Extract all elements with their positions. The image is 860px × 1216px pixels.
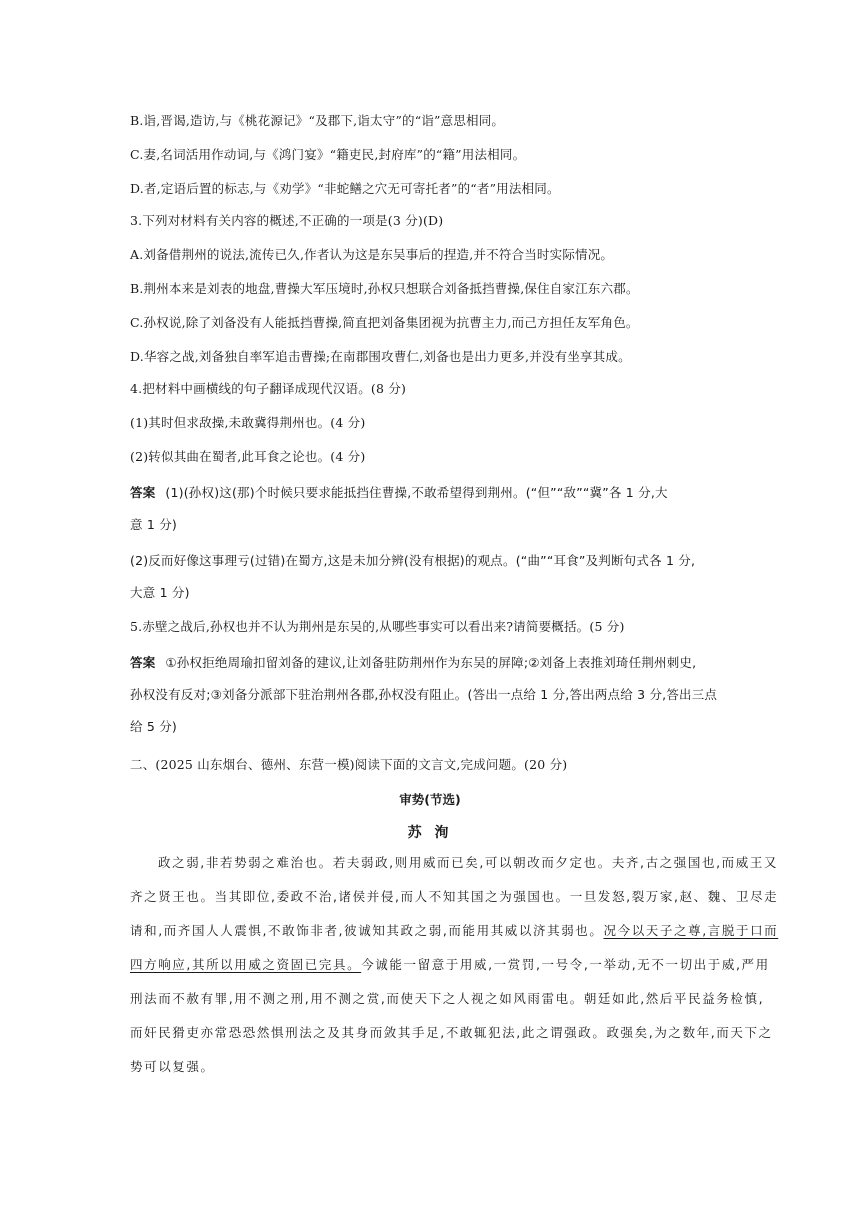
q4-answer-1-text: (1)(孙权)这(那)个时候只要求能抵挡住曹操,不敢希望得到荆州。(“但”“敌”“冀”各 1 分,大: [165, 485, 668, 500]
passage-line-3-text: 请和,而齐国人人震惧,不敢饰非者,彼诚知其政之弱,而能用其威以济其弱也。: [130, 923, 604, 938]
q3-option-a: A.刘备借荆州的说法,流传已久,作者认为这是东吴事后的捏造,并不符合当时实际情况。: [130, 247, 614, 262]
q2-option-b: B.诣,晋谒,造访,与《桃花源记》“及郡下,诣太守”的“诣”意思相同。: [130, 113, 505, 128]
passage-line-4: [130, 956, 770, 974]
passage-line-3: [130, 922, 779, 940]
passage-line-1: 政之弱,非若势弱之难治也。若夫弱政,则用威而已矣,可以朝改而夕定也。夫齐,古之强国也,而威王又: [158, 855, 779, 870]
q5-answer-line-2: 孙权没有反对;③刘备分派部下驻治荆州各郡,孙权没有阻止。(答出一点给 1 分,答出两点给 3 分,答出三点: [130, 687, 718, 702]
underlined-sentence-part-2: 四方响应,其所以用威之资固已完具。: [130, 957, 362, 972]
q4-answer-1-line-2: 意 1 分): [130, 517, 177, 532]
q4-stem: 4.把材料中画横线的句子翻译成现代汉语。(8 分): [130, 381, 407, 396]
answer-label: 答案: [130, 485, 156, 500]
passage-line-2: 齐之贤王也。当其即位,委政不治,诸侯并侵,而人不知其国之为强国也。一旦发怒,裂万家,赵、魏、卫尽走: [130, 889, 779, 904]
q4-sentence-1: (1)其时但求敌操,未敢冀得荆州也。(4 分): [130, 415, 366, 430]
q2-option-c: C.妻,名词活用作动词,与《鸿门宴》“籍吏民,封府库”的“籍”用法相同。: [130, 147, 526, 162]
q3-option-c: C.孙权说,除了刘备没有人能抵挡曹操,简直把刘备集团视为抗曹主力,而己方担任友军角色。: [130, 315, 639, 330]
q4-sentence-2: (2)转似其曲在蜀者,此耳食之论也。(4 分): [130, 449, 366, 464]
passage-line-6: 而奸民猾吏亦常恐恐然惧刑法之及其身而敛其手足,不敢辄犯法,此之谓强政。政强矣,为之数年,而天下之: [130, 1025, 773, 1040]
q3-option-b: B.荆州本来是刘表的地盘,曹操大军压境时,孙权只想联合刘备抵挡曹操,保住自家江东六郡。: [130, 281, 639, 296]
part2-heading: 二、(2025 山东烟台、德州、东营一模)阅读下面的文言文,完成问题。(20 分): [130, 757, 568, 772]
q5-stem: 5.赤壁之战后,孙权也并不认为荆州是东吴的,从哪些事实可以看出来?请简要概括。(5 分): [130, 619, 625, 634]
q4-answer-1-line-1: [130, 484, 730, 502]
q4-answer-2-line-1: (2)反而好像这事理亏(过错)在蜀方,这是未加分辨(没有根据)的观点。(“曲”“耳食”及判断句式各 1 分,: [130, 553, 696, 568]
q5-answer-text: ①孙权拒绝周瑜扣留刘备的建议,让刘备驻防荆州作为东吴的屏障;②刘备上表推刘琦任荆州刺史,: [165, 655, 697, 670]
q3-option-d: D.华容之战,刘备独自率军追击曹操;在南郡围攻曹仁,刘备也是出力更多,并没有坐享其成。: [130, 349, 631, 364]
passage-title: 审势(节选): [399, 792, 461, 807]
q2-option-d: D.者,定语后置的标志,与《劝学》“非蛇鳝之穴无可寄托者”的“者”用法相同。: [130, 181, 560, 196]
passage-line-5: 刑法而不赦有罪,用不测之刑,用不测之赏,而使天下之人视之如风雨雷电。朝廷如此,然后平民益务检慎,: [130, 991, 765, 1006]
answer-label: 答案: [130, 655, 156, 670]
passage-author: 苏 洵: [407, 825, 453, 841]
passage-line-7: 势可以复强。: [130, 1059, 215, 1074]
q5-answer-line-3: 给 5 分): [130, 719, 177, 734]
underlined-sentence-part-1: 况今以天子之尊,言脱于口而: [603, 923, 779, 938]
q3-stem: 3.下列对材料有关内容的概述,不正确的一项是(3 分)(D): [130, 213, 444, 228]
q4-answer-2-line-2: 大意 1 分): [130, 585, 190, 600]
passage-line-4-text: 今诚能一留意于用威,一赏罚,一号令,一举动,无不一切出于威,严用: [361, 957, 770, 972]
q5-answer-line-1: [130, 654, 730, 672]
